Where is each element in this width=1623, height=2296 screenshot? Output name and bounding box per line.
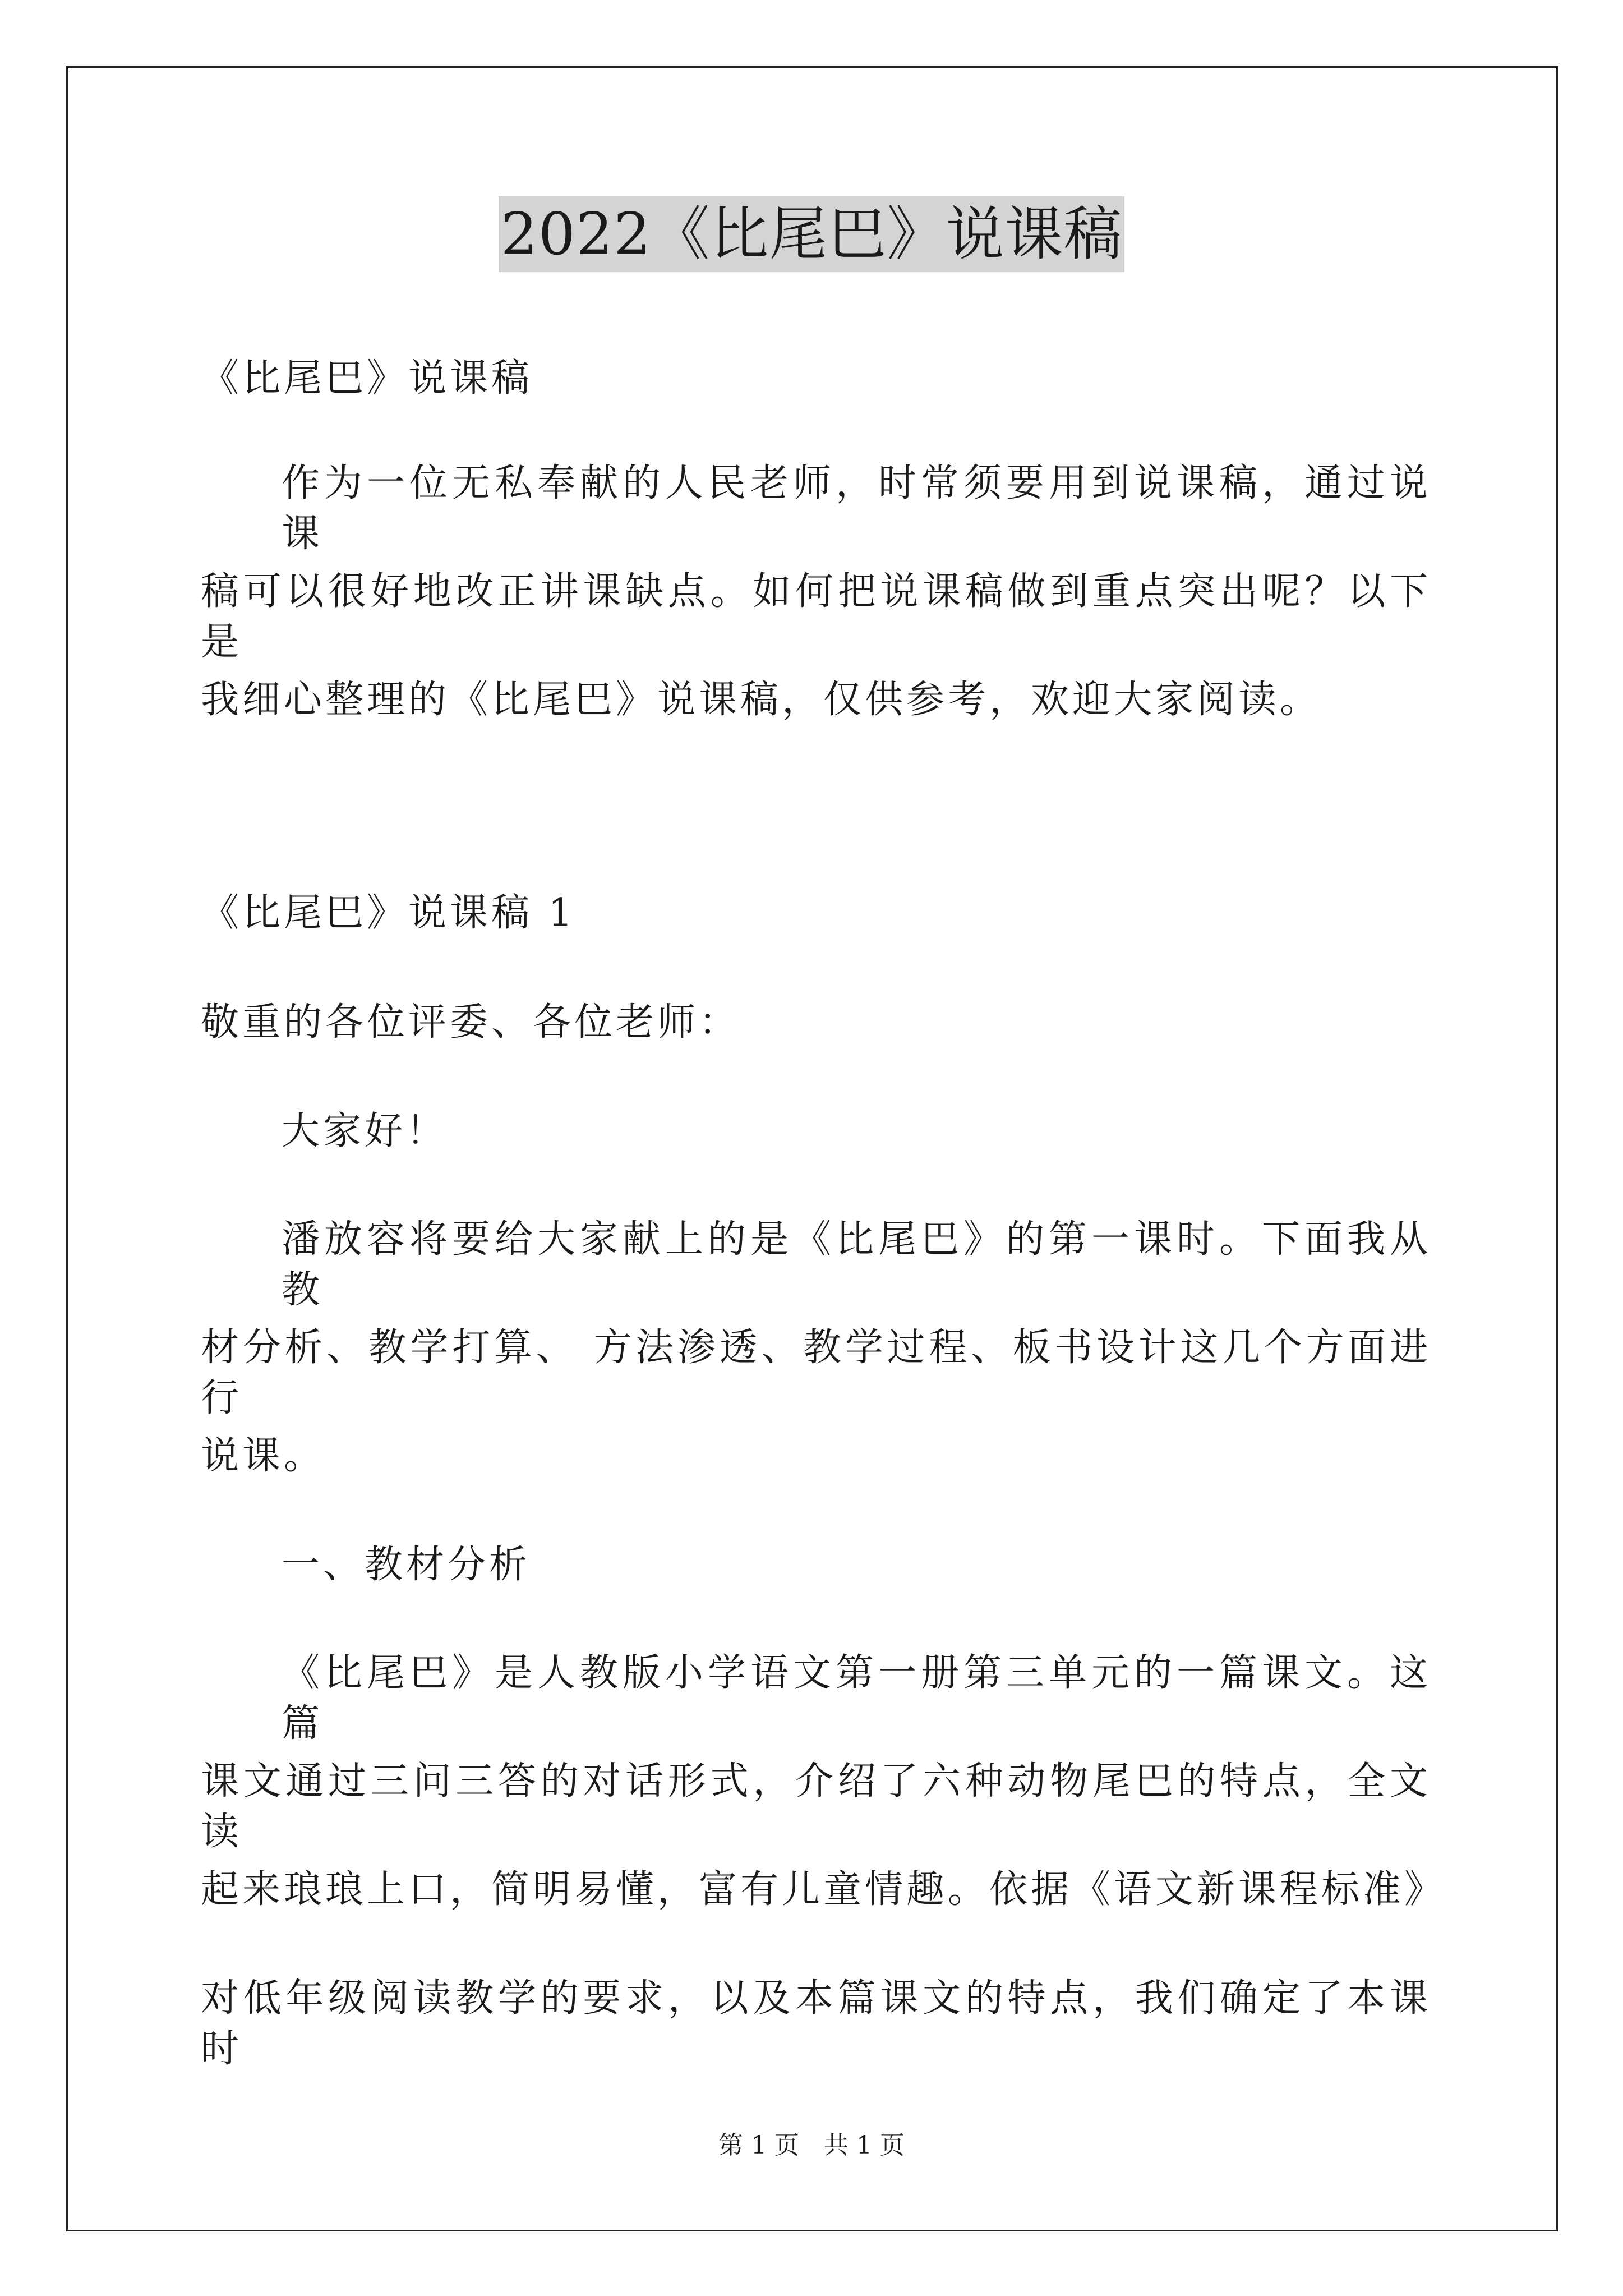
greeting-line: 大家好！ xyxy=(282,1109,448,1153)
document-title: 2022《比尾巴》说课稿 xyxy=(499,196,1125,272)
paragraph-line: 课文通过三问三答的对话形式，介绍了六种动物尾巴的特点，全文读 xyxy=(201,1759,1431,1854)
paragraph-line: 材分析、教学打算、 方法渗透、教学过程、板书设计这几个方面进行 xyxy=(201,1326,1431,1420)
paragraph-line: 稿可以很好地改正讲课缺点。如何把说课稿做到重点突出呢？以下是 xyxy=(201,569,1431,664)
paragraph-line: 对低年级阅读教学的要求，以及本篇课文的特点，我们确定了本课时 xyxy=(201,1976,1431,2071)
paragraph-line: 我细心整理的《比尾巴》说课稿，仅供参考，欢迎大家阅读。 xyxy=(201,678,1322,722)
page-footer: 第 1 页 共 1 页 xyxy=(718,2131,905,2160)
subsection-heading: 一、教材分析 xyxy=(282,1543,531,1587)
paragraph-line: 说课。 xyxy=(201,1434,326,1478)
salutation-line: 敬重的各位评委、各位老师： xyxy=(201,1000,741,1045)
paragraph-line: 起来琅琅上口，简明易懂，富有儿童情趣。依据《语文新课程标准》 xyxy=(201,1867,1446,1912)
title-wrap xyxy=(0,196,1623,272)
paragraph-line: 作为一位无私奉献的人民老师，时常须要用到说课稿，通过说课 xyxy=(282,461,1431,556)
paragraph-line: 潘放容将要给大家献上的是《比尾巴》的第一课时。下面我从教 xyxy=(282,1217,1431,1312)
section-heading: 《比尾巴》说课稿 1 xyxy=(201,891,576,935)
subtitle-line: 《比尾巴》说课稿 xyxy=(201,356,533,401)
paragraph-line: 《比尾巴》是人教版小学语文第一册第三单元的一篇课文。这篇 xyxy=(282,1651,1431,1746)
